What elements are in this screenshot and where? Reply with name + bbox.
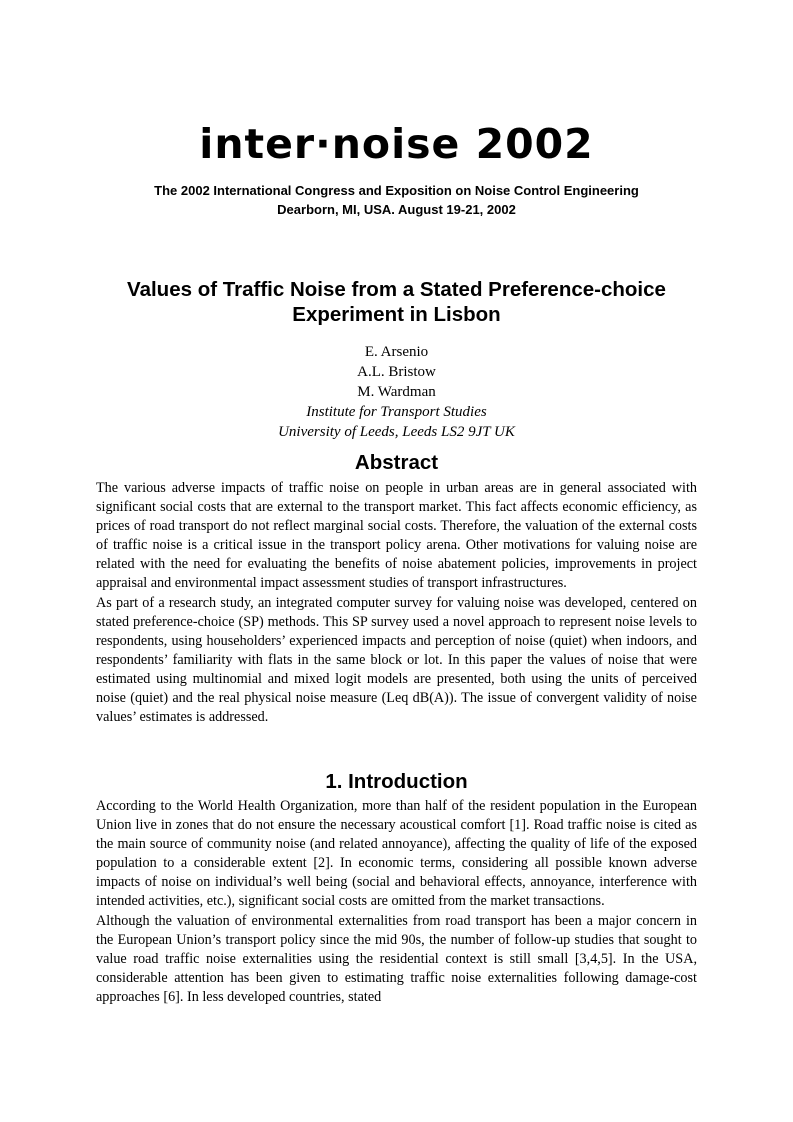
paper-title <box>80 277 713 327</box>
author-name: A.L. Bristow <box>357 364 436 380</box>
introduction-heading: 1. Introduction <box>325 770 468 793</box>
abstract-heading: Abstract <box>354 451 439 474</box>
conference-logo: inter·noise 2002 <box>199 120 594 168</box>
author-institution: Institute for Transport Studies <box>306 404 487 420</box>
author-name: E. Arsenio <box>364 344 429 360</box>
author-block <box>0 342 793 442</box>
introduction-paragraph: According to the World Health Organization, more than half of the resident population in the European Union live in zones that do not ensure the necessary acoustical comfort [1]. Road traffic noise is cited as the main source of community noise (and related annoyance), affecting the quality of life of the exposed population to a considerable extent [2]. In economic terms, considering all possible known adverse impacts of noise on individual’s well being (social and behavioral effects, annoyance, interference with intended activities, etc.), significant social costs are omitted from the market transactions. <box>96 798 697 910</box>
author-name: M. Wardman <box>357 384 436 400</box>
conference-location-date: Dearborn, MI, USA. August 19-21, 2002 <box>277 202 516 217</box>
author-address: University of Leeds, Leeds LS2 9JT UK <box>278 424 515 440</box>
conference-name: The 2002 International Congress and Exposition on Noise Control Engineering <box>154 183 639 198</box>
introduction-paragraph: Although the valuation of environmental externalities from road transport has been a major concern in the European Union’s transport policy since the mid 90s, the number of follow-up studies that sought to value road traffic noise externalities using the residential context is still small [3,4,5]. In the USA, considerable attention has been given to estimating traffic noise externalities following damage-cost approaches [6]. In less developed countries, stated <box>96 912 697 1005</box>
abstract-paragraph: As part of a research study, an integrated computer survey for valuing noise was developed, centered on stated preference-choice (SP) methods. This SP survey used a novel approach to represent noise levels to respondents, using householders’ experienced impacts and perception of noise (quiet) when indoors, and respondents’ familiarity with flats in the same block or lot. In this paper the values of noise that were estimated using multinomial and mixed logit models are presented, both using the units of perceived noise (quiet) and the real physical noise measure (Leq dB(A)). The issue of convergent validity of noise values’ estimates is addressed. <box>96 594 697 726</box>
paper-title-line: Values of Traffic Noise from a Stated Preference-choice <box>127 278 666 301</box>
paper-title-line: Experiment in Lisbon <box>292 303 501 326</box>
abstract-body <box>96 479 697 727</box>
abstract-paragraph: The various adverse impacts of traffic noise on people in urban areas are in general associated with significant social costs that are external to the transport market. This fact affects economic efficiency, as prices of road transport do not reflect marginal social costs. Therefore, the valuation of the external costs of traffic noise is a critical issue in the transport policy arena. Other motivations for valuing noise are related with the need for evaluating the benefits of noise abatement policies, improvements in project appraisal and environmental impact assessment studies of transport infrastructures. <box>96 480 697 592</box>
introduction-body <box>96 797 697 1007</box>
